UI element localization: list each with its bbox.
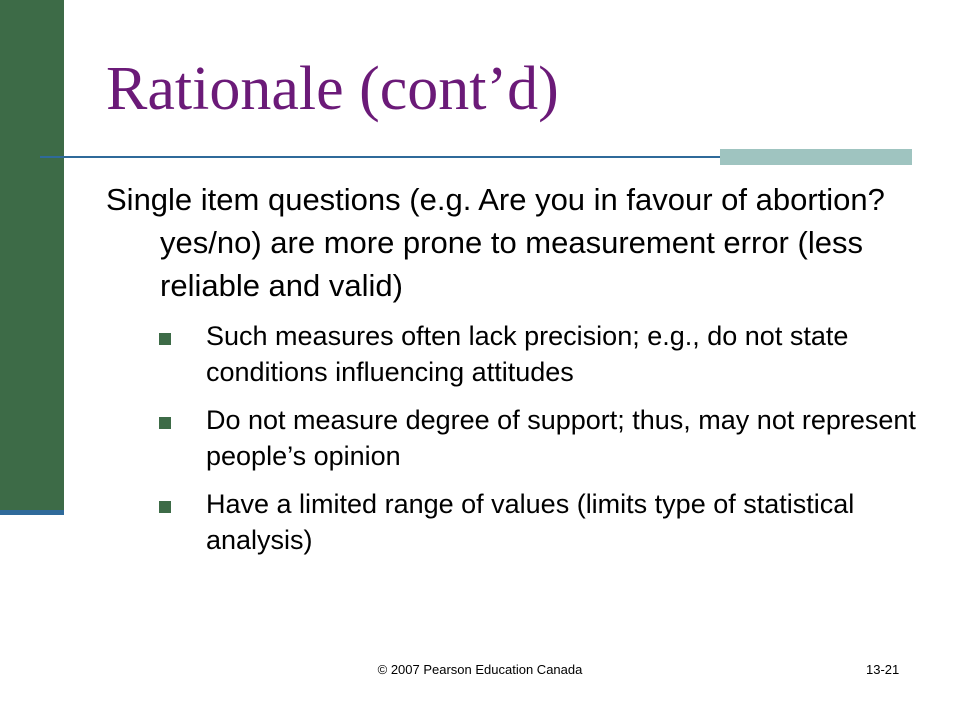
main-point: Single item questions (e.g. Are you in favour of abortion? yes/no) are more prone to measurement error (less reliable and valid): [106, 182, 885, 303]
sidebar-decoration: [0, 0, 64, 512]
square-bullet-icon: [159, 417, 171, 429]
footer-page-number: 13-21: [866, 662, 900, 677]
bullet-item: [156, 402, 916, 474]
title-accent-bar: [720, 149, 912, 165]
sidebar-edge-line: [0, 510, 64, 515]
square-bullet-icon: [159, 333, 171, 345]
square-bullet-icon: [159, 501, 171, 513]
footer-copyright: © 2007 Pearson Education Canada: [377, 662, 583, 677]
bullet-text: Do not measure degree of support; thus, may not represent people’s opinion: [206, 405, 916, 471]
slide-title: Rationale (cont’d): [106, 55, 559, 123]
bullet-item: [156, 318, 916, 390]
bullet-text: Have a limited range of values (limits type of statistical analysis): [206, 489, 855, 555]
bullet-text: Such measures often lack precision; e.g., do not state conditions influencing attitudes: [206, 321, 849, 387]
bullet-list: [156, 318, 916, 570]
bullet-item: [156, 486, 916, 558]
